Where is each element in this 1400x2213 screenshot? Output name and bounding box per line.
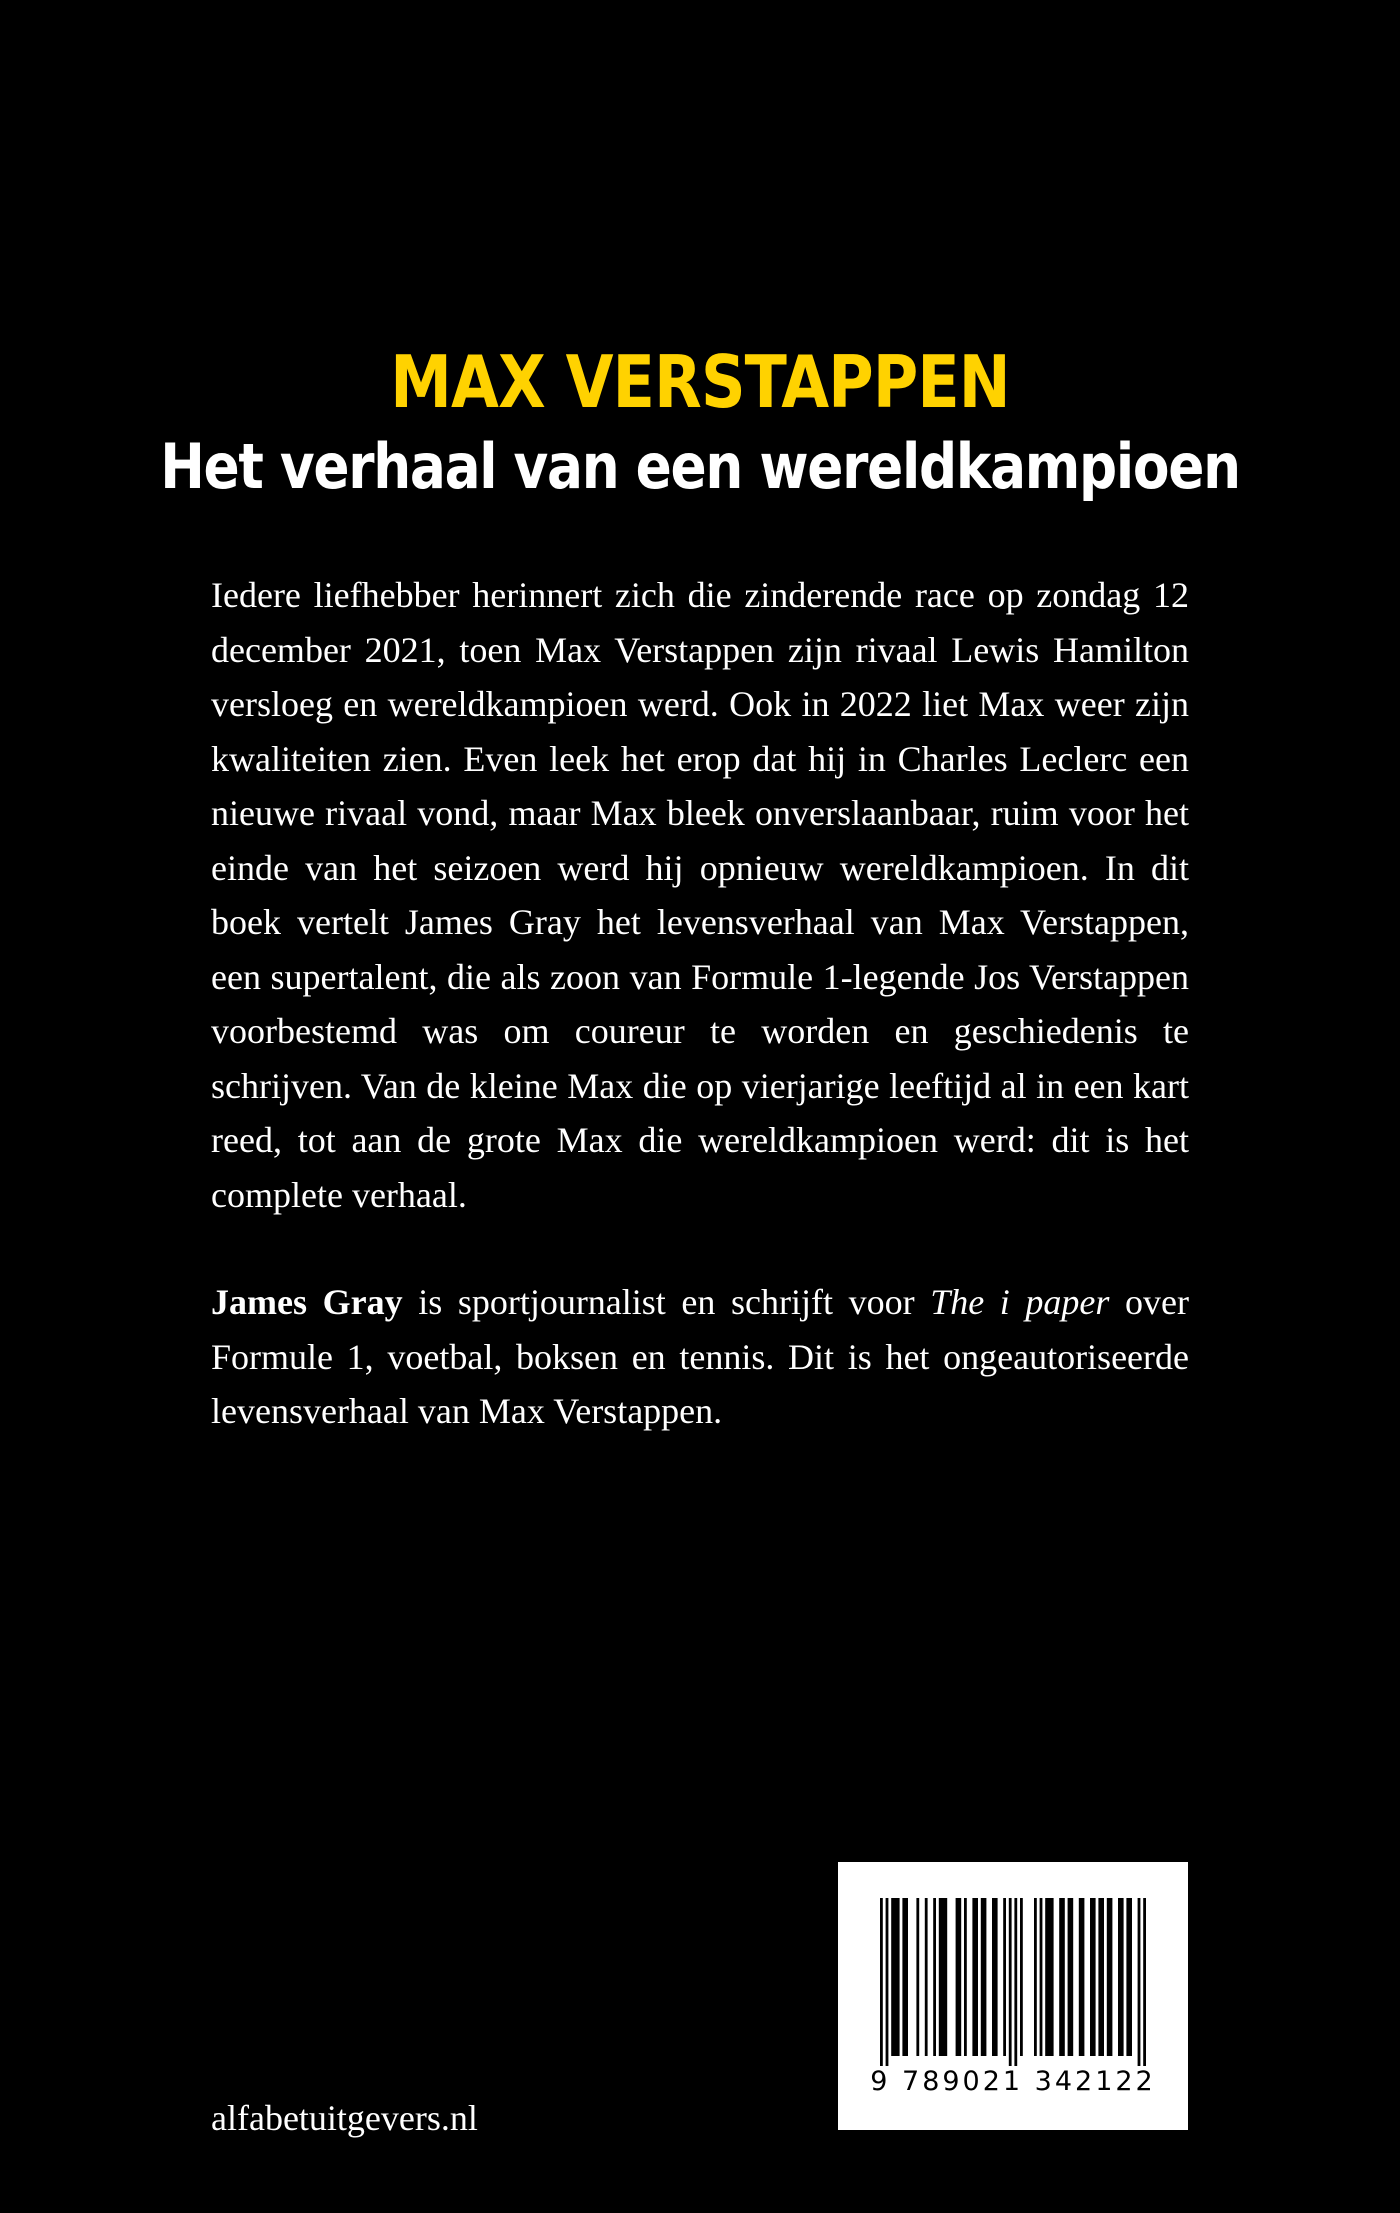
- barcode-bar: [1090, 1898, 1096, 2056]
- barcode-bar: [1059, 1898, 1065, 2056]
- barcode-bar: [1107, 1898, 1113, 2056]
- barcode-bar: [1126, 1898, 1132, 2056]
- author-bio-text-1: is sportjournalist en schrijft voor: [402, 1282, 931, 1322]
- barcode-bar: [1098, 1898, 1104, 2056]
- barcode-bar: [1040, 1898, 1043, 2056]
- barcode-bar: [1020, 1898, 1023, 2056]
- barcode-bar: [902, 1898, 908, 2056]
- isbn-barcode: [838, 1862, 1188, 2130]
- author-name: James Gray: [211, 1282, 403, 1322]
- barcode-bar: [925, 1898, 928, 2056]
- barcode-bar: [1138, 1898, 1141, 2066]
- barcode-bar: [964, 1898, 967, 2056]
- barcode-bars: [880, 1898, 1146, 2066]
- barcode-bar: [886, 1898, 889, 2066]
- book-title: MAX VERSTAPPEN: [390, 340, 1010, 424]
- barcode-bar: [1079, 1898, 1085, 2056]
- barcode-bar: [992, 1898, 998, 2056]
- barcode-bar: [981, 1898, 987, 2056]
- barcode-bar: [880, 1898, 883, 2066]
- barcode-bar: [1014, 1898, 1017, 2066]
- barcode-bar: [1045, 1898, 1053, 2056]
- isbn-number: 9 789021 342122: [870, 2066, 1156, 2097]
- barcode-bar: [972, 1898, 978, 2056]
- barcode-bar: [939, 1898, 947, 2056]
- barcode-bar: [1068, 1898, 1074, 2056]
- barcode-bar: [956, 1898, 962, 2056]
- barcode-bar: [1009, 1898, 1012, 2066]
- author-bio-text-2: over Formule 1, voetbal, boksen en tennis. Dit is het ongeautoriseerde levensverhaal van Max Verstappen.: [211, 1282, 1189, 1431]
- barcode-bar: [933, 1898, 936, 2056]
- barcode-bar: [891, 1898, 899, 2056]
- barcode-bar: [916, 1898, 919, 2056]
- barcode-bar: [1034, 1898, 1037, 2056]
- barcode-bar: [1003, 1898, 1006, 2056]
- publication-name: The i paper: [930, 1282, 1110, 1322]
- title-block: [0, 340, 1400, 510]
- book-blurb: Iedere liefhebber herinnert zich die zinderende race op zondag 12 december 2021, toen Max Verstappen zijn rivaal Lewis Hamilton versloeg en wereldkampioen werd. Ook in 2022 liet Max weer zijn kwaliteiten zien. Even leek het erop dat hij in Charles Leclerc een nieuwe rivaal vond, maar Max bleek onverslaanbaar, ruim voor het einde van het seizoen werd hij opnieuw wereldkampioen. In dit boek vertelt James Gray het levensverhaal van Max Verstappen, een supertalent, die als zoon van Formule 1-legende Jos Verstappen voorbestemd was om coureur te worden en geschiedenis te schrijven. Van de kleine Max die op vierjarige leeftijd al in een kart reed, tot aan de grote Max die wereldkampioen werd: dit is het complete verhaal.: [211, 575, 1189, 1215]
- barcode-bar: [1118, 1898, 1124, 2056]
- author-bio: [211, 1275, 1189, 1439]
- book-subtitle: Het verhaal van een wereldkampioen: [160, 430, 1240, 503]
- publisher-website: alfabetuitgevers.nl: [211, 2098, 478, 2138]
- barcode-bar: [1143, 1898, 1146, 2066]
